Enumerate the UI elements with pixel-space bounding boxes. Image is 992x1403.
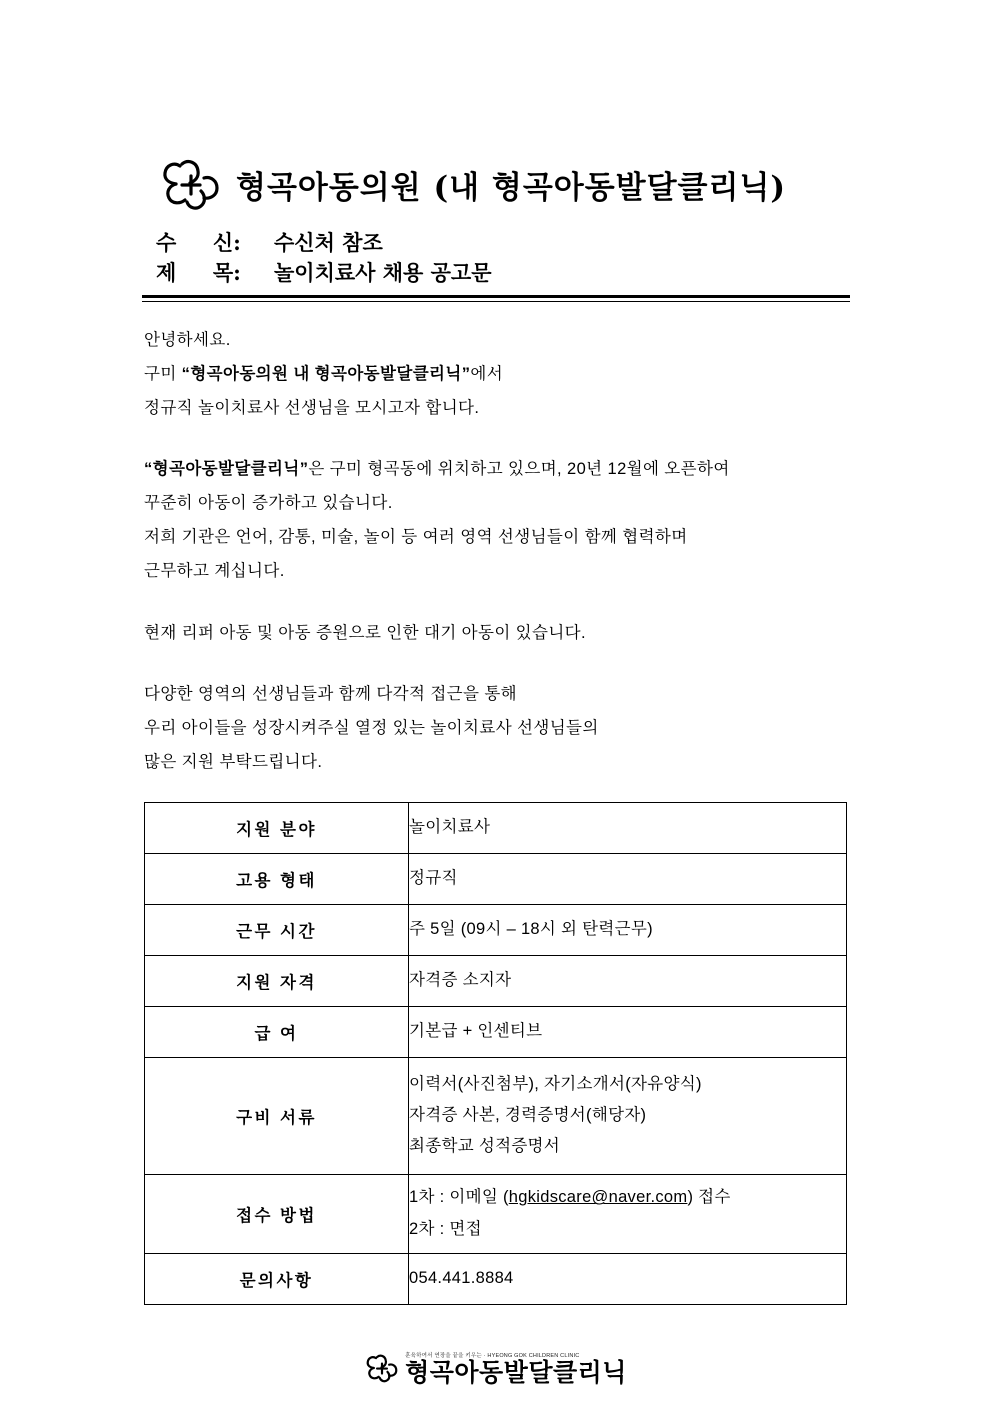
application-pre: 1차 : 이메일 ( bbox=[409, 1188, 509, 1207]
body-line-8: 현재 리퍼 아동 및 아동 증원으로 인한 대기 아동이 있습니다. bbox=[144, 623, 586, 642]
body-line-4-post: 은 구미 형곡동에 위치하고 있으며, 20년 12월에 오픈하여 bbox=[308, 460, 730, 479]
meta-label-subject: 제 목: bbox=[156, 260, 241, 286]
body-line-5: 꾸준히 아동이 증가하고 있습니다. bbox=[144, 494, 393, 513]
meta-row-subject bbox=[156, 258, 850, 288]
body-spacer-1 bbox=[144, 425, 850, 453]
table-value-hours: 주 5일 (09시 – 18시 외 탄력근무) bbox=[409, 904, 847, 955]
body-line-3: 정규직 놀이치료사 선생님을 모시고자 합니다. bbox=[144, 398, 480, 417]
body-line-4 bbox=[144, 453, 850, 487]
table-key-contact: 문의사항 bbox=[145, 1253, 409, 1304]
document-header bbox=[142, 0, 850, 210]
email-link[interactable]: hgkidscare@naver.com bbox=[508, 1188, 688, 1207]
footer-logo bbox=[142, 1351, 850, 1385]
body-line-6: 저희 기관은 언어, 감통, 미술, 놀이 등 여러 영역 선생님들이 함께 협력하며 bbox=[144, 527, 688, 546]
table-value-employment: 정규직 bbox=[409, 853, 847, 904]
table-key-field: 지원 분야 bbox=[145, 802, 409, 853]
table-row bbox=[145, 1006, 847, 1057]
documents-line-3: 최종학교 성적증명서 bbox=[409, 1137, 561, 1156]
body-line-10: 우리 아이들을 성장시켜주실 열정 있는 놀이치료사 선생님들의 bbox=[144, 719, 599, 738]
table-value-contact: 054.441.8884 bbox=[409, 1253, 847, 1304]
footer-tagline: 훈육하여서 연장을 끝을 키우는 · HYEONG GOK CHILDREN CLINIC bbox=[405, 1352, 580, 1359]
body-line-7: 근무하고 계십니다. bbox=[144, 561, 285, 580]
table-key-hours: 근무 시간 bbox=[145, 904, 409, 955]
table-key-application: 접수 방법 bbox=[145, 1174, 409, 1253]
table-key-employment: 고용 형태 bbox=[145, 853, 409, 904]
table-key-salary: 급 여 bbox=[145, 1006, 409, 1057]
clinic-logo-icon bbox=[365, 1353, 399, 1383]
table-row bbox=[145, 1174, 847, 1253]
table-key-qualification: 지원 자격 bbox=[145, 955, 409, 1006]
body-line-2-bold: “형곡아동의원 내 형곡아동발달클리닉” bbox=[181, 364, 471, 383]
body-spacer-2 bbox=[144, 589, 850, 617]
documents-line-2: 자격증 사본, 경력증명서(해당자) bbox=[409, 1106, 647, 1125]
table-key-documents: 구비 서류 bbox=[145, 1057, 409, 1174]
document-body bbox=[142, 324, 850, 780]
body-line-4-bold: “형곡아동발달클리닉” bbox=[144, 460, 309, 479]
document-meta bbox=[142, 228, 850, 289]
meta-value-subject: 놀이치료사 채용 공고문 bbox=[274, 260, 492, 286]
table-row bbox=[145, 955, 847, 1006]
meta-label-recipient: 수 신: bbox=[156, 230, 241, 255]
body-line-11: 많은 지원 부탁드립니다. bbox=[144, 753, 323, 771]
job-info-table bbox=[144, 802, 847, 1305]
meta-value-recipient: 수신처 참조 bbox=[274, 230, 383, 255]
table-value-application bbox=[409, 1174, 847, 1253]
application-line-2: 2차 : 면접 bbox=[409, 1219, 482, 1238]
meta-row-recipient bbox=[156, 228, 850, 258]
org-title: 형곡아동의원 (내 형곡아동발달클리닉) bbox=[236, 169, 787, 206]
table-value-salary: 기본급 + 인센티브 bbox=[409, 1006, 847, 1057]
header-divider bbox=[142, 295, 850, 302]
documents-line-1: 이력서(사진첨부), 자기소개서(자유양식) bbox=[409, 1074, 702, 1093]
application-line-1 bbox=[409, 1182, 846, 1213]
body-spacer-3 bbox=[144, 650, 850, 678]
table-row bbox=[145, 904, 847, 955]
table-row bbox=[145, 1057, 847, 1174]
table-value-qualification: 자격증 소지자 bbox=[409, 955, 847, 1006]
body-line-1: 안녕하세요. bbox=[144, 330, 231, 349]
footer-clinic-name: 형곡아동발달클리닉 bbox=[405, 1357, 627, 1387]
body-line-9: 다양한 영역의 선생님들과 함께 다각적 접근을 통해 bbox=[144, 685, 518, 704]
table-row bbox=[145, 1253, 847, 1304]
table-value-documents bbox=[409, 1057, 847, 1174]
table-row bbox=[145, 802, 847, 853]
table-row bbox=[145, 853, 847, 904]
body-line-2 bbox=[144, 358, 850, 392]
clinic-logo-icon bbox=[160, 158, 222, 210]
table-value-field: 놀이치료사 bbox=[409, 802, 847, 853]
body-line-2-post: 에서 bbox=[470, 364, 504, 383]
body-line-2-pre: 구미 bbox=[144, 364, 182, 383]
footer-text-group bbox=[405, 1351, 627, 1385]
application-post: ) 접수 bbox=[687, 1188, 731, 1207]
